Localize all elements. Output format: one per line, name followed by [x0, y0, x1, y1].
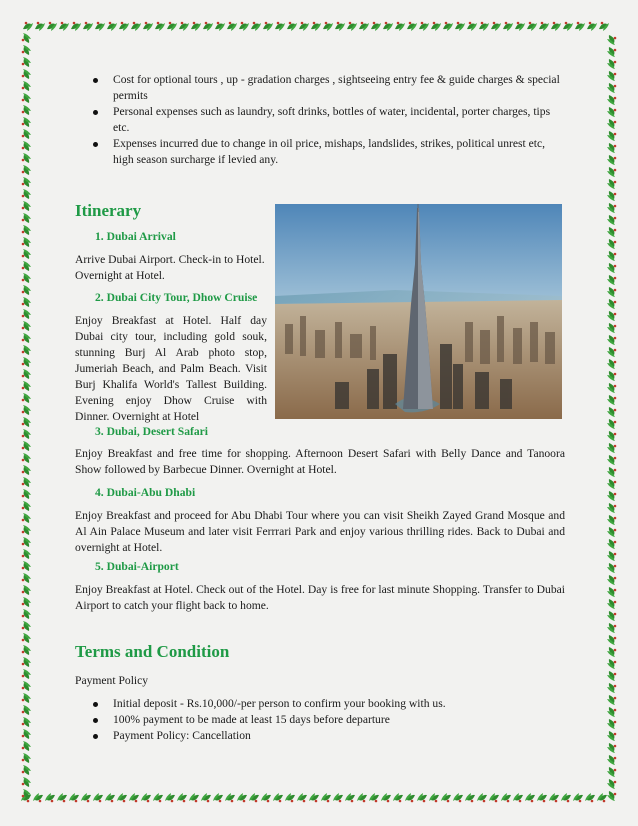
vine-leaf-icon — [417, 793, 427, 802]
vine-leaf-icon — [607, 227, 616, 237]
vine-leaf-icon — [561, 793, 571, 802]
vine-leaf-icon — [539, 22, 549, 31]
vine-leaf-icon — [131, 22, 141, 31]
vine-leaf-icon — [22, 141, 31, 151]
list-item-text: Cost for optional tours , up - gradation charges , sightseeing entry fee & guide charges & special permits — [113, 73, 560, 102]
vine-leaf-icon — [333, 793, 343, 802]
vine-leaf-icon — [22, 765, 31, 775]
vine-leaf-icon — [22, 633, 31, 643]
list-item — [75, 136, 565, 168]
vine-leaf-icon — [607, 119, 616, 129]
bullet-icon — [93, 110, 98, 115]
vine-leaf-icon — [477, 793, 487, 802]
vine-leaf-icon — [117, 793, 127, 802]
vine-leaf-icon — [22, 69, 31, 79]
list-item-text: Expenses incurred due to change in oil price, mishaps, landslides, strikes, political unrest etc, high season surcharge if levied any. — [113, 137, 546, 166]
vine-leaf-icon — [22, 249, 31, 259]
vine-leaf-icon — [607, 179, 616, 189]
vine-leaf-icon — [22, 93, 31, 103]
terms-heading: Terms and Condition — [75, 642, 230, 661]
vine-leaf-icon — [22, 741, 31, 751]
vine-leaf-icon — [607, 623, 616, 633]
vine-leaf-icon — [607, 407, 616, 417]
vine-leaf-icon — [22, 753, 31, 763]
vine-leaf-icon — [607, 239, 616, 249]
vine-leaf-icon — [551, 22, 561, 31]
vine-leaf-icon — [83, 22, 93, 31]
vine-leaf-icon — [607, 731, 616, 741]
vine-leaf-icon — [22, 561, 31, 571]
vine-leaf-icon — [607, 35, 616, 45]
vine-leaf-icon — [22, 573, 31, 583]
vine-leaf-icon — [59, 22, 69, 31]
day-description: Arrive Dubai Airport. Check-in to Hotel. Overnight at Hotel. — [75, 253, 265, 282]
vine-leaf-icon — [607, 695, 616, 705]
vine-leaf-icon — [22, 117, 31, 127]
vine-leaf-icon — [537, 793, 547, 802]
vine-leaf-icon — [47, 22, 57, 31]
vine-leaf-icon — [607, 143, 616, 153]
vine-leaf-icon — [22, 549, 31, 559]
vine-leaf-icon — [607, 203, 616, 213]
vine-leaf-icon — [129, 793, 139, 802]
vine-leaf-icon — [607, 467, 616, 477]
vine-leaf-icon — [287, 22, 297, 31]
vine-leaf-icon — [607, 371, 616, 381]
vine-leaf-icon — [22, 33, 31, 43]
vine-leaf-icon — [23, 22, 33, 31]
vine-leaf-icon — [607, 215, 616, 225]
vine-leaf-icon — [599, 22, 609, 31]
vine-leaf-icon — [69, 793, 79, 802]
vine-leaf-icon — [251, 22, 261, 31]
vine-leaf-icon — [607, 191, 616, 201]
vine-leaf-icon — [347, 22, 357, 31]
vine-leaf-icon — [607, 611, 616, 621]
vine-leaf-icon — [71, 22, 81, 31]
vine-leaf-icon — [607, 167, 616, 177]
vine-leaf-icon — [607, 299, 616, 309]
vine-leaf-icon — [335, 22, 345, 31]
vine-leaf-icon — [22, 201, 31, 211]
vine-leaf-icon — [607, 575, 616, 585]
vine-leaf-icon — [22, 405, 31, 415]
vine-leaf-icon — [607, 107, 616, 117]
vine-leaf-icon — [22, 237, 31, 247]
vine-leaf-icon — [607, 83, 616, 93]
vine-leaf-icon — [22, 657, 31, 667]
vine-leaf-icon — [22, 273, 31, 283]
list-item-text: Payment Policy: Cancellation — [113, 729, 251, 742]
vine-leaf-icon — [22, 297, 31, 307]
vine-leaf-icon — [22, 177, 31, 187]
vine-leaf-icon — [607, 755, 616, 765]
vine-leaf-icon — [22, 57, 31, 67]
vine-leaf-icon — [607, 491, 616, 501]
vine-leaf-icon — [501, 793, 511, 802]
vine-leaf-icon — [573, 793, 583, 802]
vine-leaf-icon — [607, 455, 616, 465]
vine-leaf-icon — [22, 225, 31, 235]
vine-leaf-icon — [22, 693, 31, 703]
day-title: 3. Dubai, Desert Safari — [95, 425, 209, 438]
vine-leaf-icon — [177, 793, 187, 802]
vine-leaf-icon — [607, 419, 616, 429]
vine-leaf-icon — [22, 81, 31, 91]
vine-leaf-icon — [22, 465, 31, 475]
vine-leaf-icon — [607, 599, 616, 609]
day-title: 4. Dubai-Abu Dhabi — [95, 486, 196, 499]
bullet-icon — [93, 718, 98, 723]
list-item-text: Personal expenses such as laundry, soft drinks, bottles of water, incidental, porter charges, tips etc. — [113, 105, 551, 134]
vine-leaf-icon — [22, 417, 31, 427]
vine-leaf-icon — [607, 395, 616, 405]
list-item — [75, 696, 565, 712]
vine-leaf-icon — [607, 647, 616, 657]
vine-leaf-icon — [383, 22, 393, 31]
vine-leaf-icon — [527, 22, 537, 31]
vine-leaf-icon — [45, 793, 55, 802]
vine-leaf-icon — [453, 793, 463, 802]
vine-leaf-icon — [81, 793, 91, 802]
bullet-icon — [93, 142, 98, 147]
vine-leaf-icon — [119, 22, 129, 31]
vine-leaf-icon — [22, 165, 31, 175]
vine-leaf-icon — [191, 22, 201, 31]
vine-leaf-icon — [22, 789, 31, 799]
vine-leaf-icon — [285, 793, 295, 802]
vine-leaf-icon — [22, 213, 31, 223]
vine-leaf-icon — [107, 22, 117, 31]
vine-leaf-icon — [359, 22, 369, 31]
vine-leaf-icon — [22, 705, 31, 715]
vine-leaf-icon — [22, 129, 31, 139]
vine-leaf-icon — [393, 793, 403, 802]
vine-leaf-icon — [607, 563, 616, 573]
vine-leaf-icon — [429, 793, 439, 802]
vine-leaf-icon — [607, 779, 616, 789]
vine-leaf-icon — [21, 793, 31, 802]
vine-leaf-icon — [395, 22, 405, 31]
vine-leaf-icon — [357, 793, 367, 802]
day-description: Enjoy Breakfast at Hotel. Half day Dubai city tour, including gold souk, stunning Burj Al Arab photo stop, Jumeriah Beach, and Palm Beach. Visit Burj Khalifa World's Tallest Building. Evening enjoy Dhow Cruise with Dinner. Overnight at Hotel — [75, 314, 267, 423]
terms-list — [75, 696, 565, 744]
vine-leaf-icon — [22, 489, 31, 499]
vine-leaf-icon — [607, 539, 616, 549]
vine-leaf-icon — [105, 793, 115, 802]
vine-leaf-icon — [261, 793, 271, 802]
vine-leaf-icon — [607, 503, 616, 513]
vine-leaf-icon — [237, 793, 247, 802]
vine-leaf-icon — [597, 793, 607, 802]
vine-leaf-icon — [22, 501, 31, 511]
vine-leaf-icon — [489, 793, 499, 802]
vine-leaf-icon — [549, 793, 559, 802]
vine-leaf-icon — [22, 345, 31, 355]
vine-leaf-icon — [345, 793, 355, 802]
vine-leaf-icon — [309, 793, 319, 802]
vine-leaf-icon — [607, 707, 616, 717]
vine-leaf-icon — [57, 793, 67, 802]
vine-leaf-icon — [607, 95, 616, 105]
vine-leaf-icon — [607, 479, 616, 489]
vine-leaf-icon — [513, 793, 523, 802]
vine-leaf-icon — [515, 22, 525, 31]
vine-leaf-icon — [607, 59, 616, 69]
vine-leaf-icon — [441, 793, 451, 802]
vine-leaf-icon — [607, 551, 616, 561]
vine-leaf-icon — [95, 22, 105, 31]
vine-leaf-icon — [22, 609, 31, 619]
vine-leaf-icon — [201, 793, 211, 802]
vine-leaf-icon — [225, 793, 235, 802]
vine-leaf-icon — [607, 671, 616, 681]
vine-leaf-icon — [227, 22, 237, 31]
vine-leaf-icon — [179, 22, 189, 31]
vine-leaf-icon — [22, 153, 31, 163]
vine-leaf-icon — [22, 381, 31, 391]
vine-leaf-icon — [607, 155, 616, 165]
bullet-icon — [93, 734, 98, 739]
vine-leaf-icon — [405, 793, 415, 802]
vine-leaf-icon — [22, 669, 31, 679]
vine-leaf-icon — [607, 635, 616, 645]
vine-leaf-icon — [607, 335, 616, 345]
dubai-skyline-photo — [275, 204, 562, 419]
day-title: 2. Dubai City Tour, Dhow Cruise — [95, 291, 258, 304]
vine-leaf-icon — [575, 22, 585, 31]
vine-leaf-icon — [22, 189, 31, 199]
vine-leaf-icon — [299, 22, 309, 31]
vine-leaf-icon — [455, 22, 465, 31]
vine-leaf-icon — [22, 333, 31, 343]
vine-leaf-icon — [22, 261, 31, 271]
vine-leaf-icon — [22, 729, 31, 739]
vine-leaf-icon — [153, 793, 163, 802]
vine-leaf-icon — [22, 597, 31, 607]
vine-leaf-icon — [189, 793, 199, 802]
vine-leaf-icon — [607, 131, 616, 141]
vine-leaf-icon — [22, 513, 31, 523]
vine-leaf-icon — [22, 717, 31, 727]
day-title: 1. Dubai Arrival — [95, 230, 176, 243]
vine-leaf-icon — [273, 793, 283, 802]
vine-leaf-icon — [165, 793, 175, 802]
vine-leaf-icon — [22, 681, 31, 691]
vine-leaf-icon — [33, 793, 43, 802]
vine-leaf-icon — [607, 791, 616, 801]
vine-leaf-icon — [607, 443, 616, 453]
vine-leaf-icon — [22, 525, 31, 535]
vine-leaf-icon — [22, 441, 31, 451]
vine-leaf-icon — [22, 393, 31, 403]
vine-leaf-icon — [607, 515, 616, 525]
vine-leaf-icon — [419, 22, 429, 31]
vine-leaf-icon — [22, 621, 31, 631]
list-item — [75, 104, 565, 136]
vine-leaf-icon — [503, 22, 513, 31]
vine-leaf-icon — [563, 22, 573, 31]
vine-leaf-icon — [22, 777, 31, 787]
vine-leaf-icon — [141, 793, 151, 802]
list-item — [75, 72, 565, 104]
vine-leaf-icon — [607, 251, 616, 261]
vine-leaf-icon — [607, 587, 616, 597]
vine-leaf-icon — [443, 22, 453, 31]
list-item — [75, 712, 565, 728]
vine-leaf-icon — [263, 22, 273, 31]
vine-leaf-icon — [607, 263, 616, 273]
vine-leaf-icon — [239, 22, 249, 31]
vine-leaf-icon — [22, 585, 31, 595]
vine-leaf-icon — [525, 793, 535, 802]
vine-leaf-icon — [249, 793, 259, 802]
list-item-text: Initial deposit - Rs.10,000/-per person to confirm your booking with us. — [113, 697, 446, 710]
vine-leaf-icon — [35, 22, 45, 31]
vine-leaf-icon — [369, 793, 379, 802]
exclusions-list — [75, 72, 565, 168]
vine-leaf-icon — [22, 45, 31, 55]
vine-leaf-icon — [381, 793, 391, 802]
list-item-text: 100% payment to be made at least 15 days before departure — [113, 713, 390, 726]
vine-leaf-icon — [22, 645, 31, 655]
vine-leaf-icon — [585, 793, 595, 802]
vine-leaf-icon — [203, 22, 213, 31]
vine-leaf-icon — [607, 431, 616, 441]
vine-leaf-icon — [607, 47, 616, 57]
vine-leaf-icon — [607, 287, 616, 297]
vine-leaf-icon — [93, 793, 103, 802]
vine-leaf-icon — [22, 537, 31, 547]
vine-leaf-icon — [22, 285, 31, 295]
vine-leaf-icon — [22, 453, 31, 463]
vine-leaf-icon — [607, 719, 616, 729]
vine-leaf-icon — [22, 477, 31, 487]
vine-leaf-icon — [311, 22, 321, 31]
vine-leaf-icon — [22, 357, 31, 367]
vine-leaf-icon — [607, 275, 616, 285]
vine-leaf-icon — [607, 767, 616, 777]
vine-leaf-icon — [491, 22, 501, 31]
payment-policy-label: Payment Policy — [75, 674, 149, 687]
day-description: Enjoy Breakfast at Hotel. Check out of the Hotel. Day is free for last minute Shopping. Transfer to Dubai Airport to catch your flight back to home. — [75, 583, 565, 612]
vine-leaf-icon — [407, 22, 417, 31]
vine-leaf-icon — [323, 22, 333, 31]
day-description: Enjoy Breakfast and proceed for Abu Dhabi Tour where you can visit Sheikh Zayed Grand Mosque and Al Ain Palace Museum and later visit Ferrrari Park and enjoy various thrilling rides. Back to Dubai and overnight at Hotel. — [75, 509, 565, 554]
vine-leaf-icon — [22, 105, 31, 115]
vine-leaf-icon — [607, 527, 616, 537]
vine-leaf-icon — [607, 683, 616, 693]
vine-leaf-icon — [607, 323, 616, 333]
vine-leaf-icon — [275, 22, 285, 31]
vine-leaf-icon — [607, 359, 616, 369]
vine-leaf-icon — [467, 22, 477, 31]
day-title: 5. Dubai-Airport — [95, 560, 179, 573]
vine-leaf-icon — [607, 383, 616, 393]
vine-leaf-icon — [22, 369, 31, 379]
vine-leaf-icon — [587, 22, 597, 31]
vine-leaf-icon — [155, 22, 165, 31]
vine-leaf-icon — [321, 793, 331, 802]
itinerary-heading: Itinerary — [75, 201, 142, 220]
vine-leaf-icon — [22, 309, 31, 319]
vine-leaf-icon — [22, 429, 31, 439]
vine-leaf-icon — [215, 22, 225, 31]
list-item — [75, 728, 565, 744]
vine-leaf-icon — [22, 321, 31, 331]
vine-leaf-icon — [143, 22, 153, 31]
vine-leaf-icon — [371, 22, 381, 31]
vine-leaf-icon — [297, 793, 307, 802]
vine-leaf-icon — [607, 659, 616, 669]
day-description: Enjoy Breakfast and free time for shopping. Afternoon Desert Safari with Belly Dance and Tanoora Show followed by Barbecue Dinner. Overnight at Hotel. — [75, 447, 565, 476]
bullet-icon — [93, 78, 98, 83]
vine-leaf-icon — [465, 793, 475, 802]
vine-leaf-icon — [607, 347, 616, 357]
bullet-icon — [93, 702, 98, 707]
vine-leaf-icon — [213, 793, 223, 802]
vine-leaf-icon — [479, 22, 489, 31]
vine-leaf-icon — [607, 311, 616, 321]
vine-leaf-icon — [167, 22, 177, 31]
vine-leaf-icon — [431, 22, 441, 31]
vine-leaf-icon — [607, 71, 616, 81]
vine-leaf-icon — [607, 743, 616, 753]
